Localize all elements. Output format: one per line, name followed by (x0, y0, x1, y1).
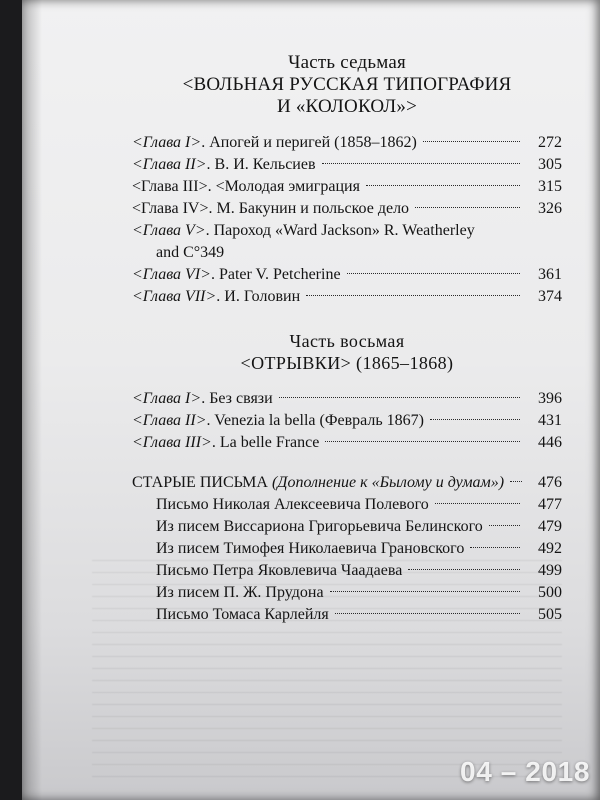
entry-text: Из писем П. Ж. Прудона (156, 584, 324, 601)
part-seven-heading-2: И «КОЛОКОЛ»> (276, 96, 418, 117)
part-eight-chapters (132, 388, 562, 454)
date-watermark: 04 – 2018 (460, 756, 590, 787)
leader-dots (330, 591, 520, 592)
chapter-number: <Глава I> (132, 134, 202, 151)
chapter-number: <Глава III> (132, 434, 212, 451)
entry-text (132, 132, 417, 154)
page-number: 349 (200, 244, 225, 261)
page-number: 326 (538, 200, 562, 217)
chapter-number: <Глава VII> (132, 288, 217, 305)
chapter-number: <Глава IV> (132, 200, 209, 217)
chapter-title: . Пароход «Ward Jackson» R. Weatherley (205, 222, 475, 239)
page-number: 492 (538, 540, 562, 557)
entry-line-2 (132, 242, 562, 264)
page-number: 361 (538, 266, 562, 283)
page-number: 315 (538, 178, 562, 195)
book-page (22, 0, 600, 800)
leader-dots (347, 273, 520, 274)
chapter-title: . Venezia la bella (Февраль 1867) (206, 412, 424, 429)
page-number: 374 (538, 288, 562, 305)
entry-text (132, 472, 504, 494)
leader-dots (435, 503, 520, 504)
part-seven-title: Часть седьмая (288, 52, 406, 73)
chapter-title: . La belle France (211, 434, 320, 451)
leader-dots (325, 441, 520, 442)
chapter-number: <Глава VI> (132, 266, 211, 283)
leader-dots (510, 481, 522, 482)
entry-text (132, 432, 319, 454)
chapter-title: . Апогей и перигей (1858–1862) (201, 134, 417, 151)
leader-dots (408, 569, 520, 570)
chapter-title: . М. Бакунин и польское дело (208, 200, 410, 217)
entry-text (132, 176, 360, 198)
page-number: 272 (538, 134, 562, 151)
toc-row[interactable] (132, 472, 562, 494)
part-seven-chapters (132, 132, 562, 308)
chapter-number: <Глава II> (132, 156, 207, 173)
entry-text: Из писем Тимофея Николаевича Грановского (156, 540, 465, 557)
part-seven-heading: <ВОЛЬНАЯ РУССКАЯ ТИПОГРАФИЯ (182, 74, 512, 95)
page-number: 431 (538, 412, 562, 429)
entry-line-1 (132, 220, 562, 242)
entry-text: Из писем Виссариона Григорьевича Белинского (156, 518, 483, 535)
entry-text: Письмо Николая Алексеевича Полевого (156, 496, 429, 513)
toc-row[interactable] (132, 286, 562, 308)
toc-row[interactable] (132, 388, 562, 410)
entry-text: Письмо Петра Яковлевича Чаадаева (156, 562, 403, 579)
page-number: 476 (538, 474, 562, 491)
toc-row[interactable] (132, 432, 562, 454)
toc-row[interactable] (132, 198, 562, 220)
toc-row-wrapped[interactable] (132, 220, 562, 264)
page-number: 396 (538, 390, 562, 407)
page-shadow (22, 0, 42, 800)
part-eight-heading: <ОТРЫВКИ> (1865–1868) (240, 353, 454, 373)
entry-text (132, 198, 409, 220)
spacer (132, 454, 562, 472)
leader-dots (489, 525, 520, 526)
chapter-title: . Без связи (201, 390, 273, 407)
chapter-number: <Глава V> (132, 222, 206, 239)
leader-dots (470, 547, 520, 548)
chapter-number: <Глава I> (132, 390, 202, 407)
page-number: 505 (538, 606, 562, 623)
page-number: 499 (538, 562, 562, 579)
leader-dots (366, 185, 520, 186)
entry-text: Письмо Томаса Карлейля (156, 606, 329, 623)
leader-dots (415, 207, 520, 208)
old-letters-items (132, 494, 562, 626)
old-letters-section (132, 472, 562, 494)
toc-row[interactable] (132, 516, 562, 538)
entry-text (132, 264, 341, 286)
chapter-number: <Глава III> (132, 178, 208, 195)
leader-dots (306, 295, 520, 296)
leader-dots (322, 163, 520, 164)
part-seven (132, 52, 562, 118)
part-eight (132, 330, 562, 374)
chapter-title: . В. И. Кельсиев (206, 156, 316, 173)
section-subtitle: (Дополнение к «Былому и думам») (271, 474, 505, 491)
entry-text (132, 410, 424, 432)
toc-row[interactable] (132, 582, 562, 604)
part-eight-title: Часть восьмая (289, 331, 405, 351)
toc-row[interactable] (132, 538, 562, 560)
page-number: 446 (538, 434, 562, 451)
table-of-contents (132, 52, 562, 626)
toc-row[interactable] (132, 494, 562, 516)
leader-dots (423, 141, 520, 142)
toc-row[interactable] (132, 264, 562, 286)
entry-text (132, 154, 316, 176)
chapter-number: <Глава II> (132, 412, 207, 429)
page-number: 479 (538, 518, 562, 535)
toc-row[interactable] (132, 604, 562, 626)
entry-text (132, 388, 273, 410)
page-number: 305 (538, 156, 562, 173)
toc-row[interactable] (132, 176, 562, 198)
chapter-title-continued: and C° (156, 244, 201, 261)
leader-dots (335, 613, 520, 614)
toc-row[interactable] (132, 132, 562, 154)
toc-row[interactable] (132, 154, 562, 176)
chapter-title: . И. Головин (216, 288, 301, 305)
leader-dots (430, 419, 520, 420)
spacer (132, 308, 562, 330)
toc-row[interactable] (132, 410, 562, 432)
leader-dots (279, 397, 520, 398)
page-number: 500 (538, 584, 562, 601)
section-title: СТАРЫЕ ПИСЬМА (132, 474, 268, 491)
chapter-title: . <Молодая эмиграция (207, 178, 360, 195)
chapter-title: . Pater V. Petcherine (210, 266, 341, 283)
entry-text (132, 286, 300, 308)
toc-row[interactable] (132, 560, 562, 582)
page-number: 477 (538, 496, 562, 513)
